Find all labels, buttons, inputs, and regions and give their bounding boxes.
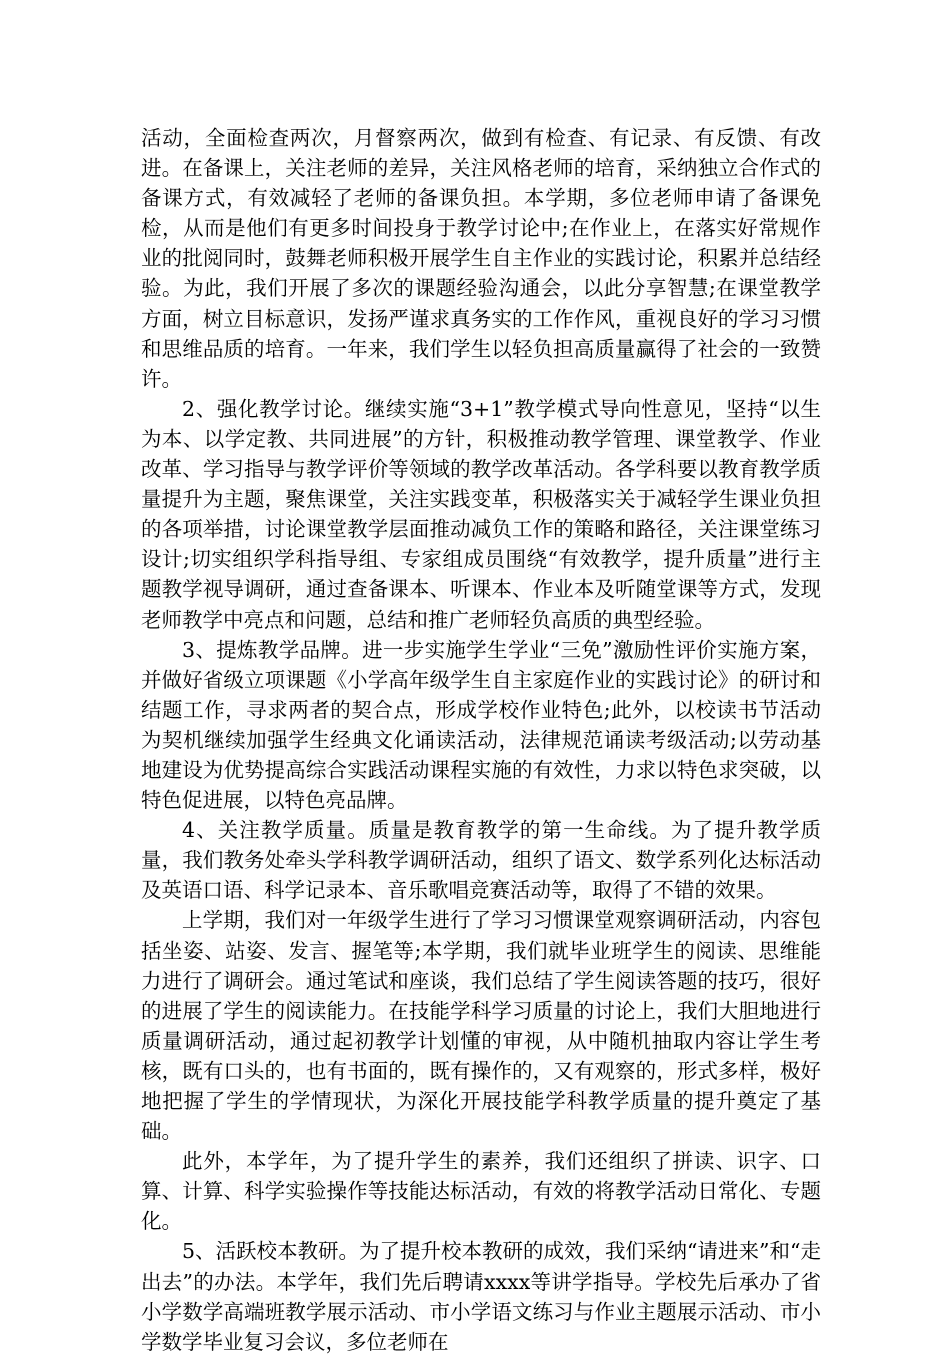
paragraph-6: 此外，本学年，为了提升学生的素养，我们还组织了拼读、识字、口算、计算、科学实验操作等技能达标活动，有效的将教学活动日常化、专题化。 (141, 1149, 821, 1234)
paragraph-1: 活动，全面检查两次，月督察两次，做到有检查、有记录、有反馈、有改进。在备课上，关注老师的差异，关注风格老师的培育，采纳独立合作式的备课方式，有效减轻了老师的备课负担。本学期，多位老师申请了备课免检，从而是他们有更多时间投身于教学讨论中;在作业上，在落实好常规作业的批阅同时，鼓舞老师积极开展学生自主作业的实践讨论，积累并总结经验。为此，我们开展了多次的课题经验沟通会，以此分享智慧;在课堂教学方面，树立目标意识，发扬严谨求真务实的工作作风，重视良好的学习习惯和思维品质的培育。一年来，我们学生以轻负担高质量赢得了社会的一致赞许。 (141, 126, 821, 391)
paragraph-7: 5、活跃校本教研。为了提升校本教研的成效，我们采纳“请进来”和“走出去”的办法。本学年，我们先后聘请xxxx等讲学指导。学校先后承办了省小学数学高端班教学展示活动、市小学语文练习与作业主题展示活动、市小学数学毕业复习会议，多位老师在 (141, 1239, 821, 1354)
document-body (141, 123, 821, 1357)
paragraph-3: 3、提炼教学品牌。进一步实施学生学业“三免”激励性评价实施方案，并做好省级立项课题《小学高年级学生自主家庭作业的实践讨论》的研讨和结题工作，寻求两者的契合点，形成学校作业特色;此外，以校读书节活动为契机继续加强学生经典文化诵读活动，法律规范诵读考级活动;以劳动基地建设为优势提高综合实践活动课程实施的有效性，力求以特色求突破，以特色促进展，以特色亮品牌。 (141, 637, 821, 813)
paragraph-4: 4、关注教学质量。质量是教育教学的第一生命线。为了提升教学质量，我们教务处牵头学科教学调研活动，组织了语文、数学系列化达标活动及英语口语、科学记录本、音乐歌唱竞赛活动等，取得了不错的效果。 (141, 818, 821, 903)
paragraph-5: 上学期，我们对一年级学生进行了学习习惯课堂观察调研活动，内容包括坐姿、站姿、发言、握笔等;本学期，我们就毕业班学生的阅读、思维能力进行了调研会。通过笔试和座谈，我们总结了学生阅读答题的技巧，很好的进展了学生的阅读能力。在技能学科学习质量的讨论上，我们大胆地进行质量调研活动，通过起初教学计划懂的审视，从中随机抽取内容让学生考核，既有口头的，也有书面的，既有操作的，又有观察的，形式多样，极好地把握了学生的学情现状，为深化开展技能学科教学质量的提升奠定了基础。 (141, 908, 821, 1144)
paragraph-2: 2、强化教学讨论。继续实施“3+1”教学模式导向性意见，坚持“以生为本、以学定教、共同进展”的方针，积极推动教学管理、课堂教学、作业改革、学习指导与教学评价等领域的教学改革活动。各学科要以教育教学质量提升为主题，聚焦课堂，关注实践变革，积极落实关于减轻学生课业负担的各项举措，讨论课堂教学层面推动减负工作的策略和路径，关注课堂练习设计;切实组织学科指导组、专家组成员围绕“有效教学，提升质量”进行主题教学视导调研，通过查备课本、听课本、作业本及听随堂课等方式，发现老师教学中亮点和问题，总结和推广老师轻负高质的典型经验。 (141, 396, 821, 632)
